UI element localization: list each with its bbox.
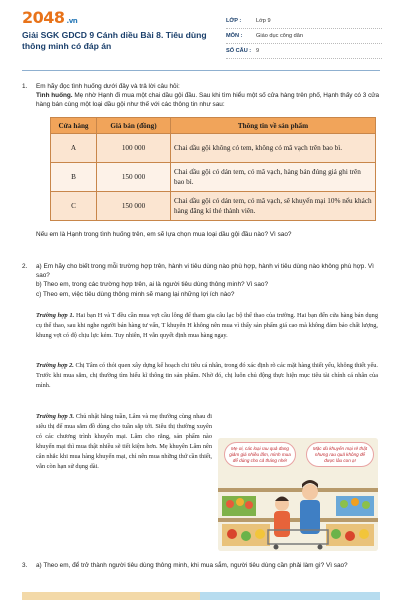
table-row: A 100 000 Chai dầu gội không có tem, không có mã vạch trên bao bì. [51, 134, 376, 163]
meta-class: LỚP : Lớp 9 [226, 14, 382, 29]
question-number: 1. [22, 83, 28, 90]
case-2: Trường hợp 2. Chị Tâm có thói quen xây dựng kế hoạch chi tiêu cá nhân, trong đó xác định rõ các mặt hàng thiết yếu, không thiết yếu. Trước khi mua sắm, chị thường tìm hiểu kĩ thông tin sản phẩm. Nhờ đó, chị luôn chủ động thực hiện mục tiêu tài chính cá nhân của mình. [36, 362, 378, 389]
q3-part-a: a) Theo em, để trở thành người tiêu dùng thông minh, khi mua sắm, người tiêu dùng cần phải làm gì? Vì sao? [36, 562, 348, 569]
supermarket-illustration [218, 438, 378, 551]
page-title: Giải SGK GDCD 9 Cánh diều Bài 8. Tiêu dùng thông minh có đáp án [22, 30, 207, 51]
q2-part-c: c) Theo em, việc tiêu dùng thông minh sẽ mang lại những lợi ích nào? [36, 290, 235, 298]
q2-part-b: b) Theo em, trong các trường hợp trên, ai là người tiêu dùng thông minh? Vì sao? [36, 281, 269, 289]
site-logo[interactable]: 2048 .vn [22, 8, 78, 27]
speech-bubble-mother: Mặc dù khuyến mại rẻ thật nhưng rau quả không để được lâu con ạ! [306, 442, 374, 467]
page-header [0, 0, 400, 66]
meta-info [226, 14, 382, 59]
table-header: Thông tin về sản phẩm [171, 118, 376, 134]
speech-bubble-child: Mẹ ơi, các loại rau quả đang giảm giá nhiều lắm, mình mua để dùng cho cả tháng nhé! [224, 442, 296, 467]
case-3: Trường hợp 3. Chủ nhật hằng tuần, Lâm và mẹ thường cùng nhau đi siêu thị để mua sắm đồ dùng cho tuần sắp tới. Siêu thị thường xuyên có các chương trình khuyến mại. Lâm cho rằng, sản phẩm nào khuyến mại thì mua thật nhiều sẽ tiết kiệm hơn. Mẹ khuyên Lâm nên cân nhắc khi mua hàng khuyến mại, chỉ nên mua những thứ cần thiết, vẫn còn hạn sử dụng dài. [36, 413, 212, 470]
meta-count: SỐ CÂU : 9 [226, 44, 382, 59]
question-number: 3. [22, 562, 28, 569]
table-row: B 150 000 Chai dầu gội có dán tem, có mã vạch, hàng bán đúng giá ghi trên bao bì. [51, 163, 376, 192]
q1-intro: Em hãy đọc tình huống dưới đây và trả lời câu hỏi: [36, 83, 180, 90]
table-header: Cửa hàng [51, 118, 97, 134]
table-row: C 150 000 Chai dầu gội có dán tem, có mã vạch, sẽ khuyến mại 10% nếu khách hàng đăng kí thẻ thành viên. [51, 192, 376, 221]
product-table [50, 117, 376, 221]
case-1: Trường hợp 1. Hai bạn H và T đều cần mua vợt cầu lông để tham gia câu lạc bộ thể thao của trường. Hai bạn đến cửa hàng bán dụng cụ thể thao, sau khi nghe người bán hàng tư vấn, T khuyên H không nên mua vì thấy sản phẩm giá cao mà không đảm bảo chất lượng, khung vợt có độ chịu lực kém. Tuy nhiên, H vẫn quyết định mua hàng ngay. [36, 312, 378, 339]
q1-situation: Tình huống. Mẹ nhờ Hạnh đi mua một chai dầu gội đầu. Sau khi tìm hiểu một số cửa hàng trên phố, Hạnh thấy có 3 cửa hàng bán cùng một loại dầu gội như thế với các thông tin như sau: [36, 92, 380, 109]
q2-part-a: a) Em hãy cho biết trong mỗi trường hợp trên, hành vi tiêu dùng nào phù hợp, hành vi tiêu dùng nào không phù hợp. Vì sao? [36, 263, 374, 280]
question-number: 2. [22, 263, 28, 270]
header-divider [22, 70, 380, 71]
next-image-strip [22, 592, 380, 600]
meta-subject: MÔN : Giáo dục công dân [226, 29, 382, 44]
table-header: Giá bán (đồng) [97, 118, 171, 134]
